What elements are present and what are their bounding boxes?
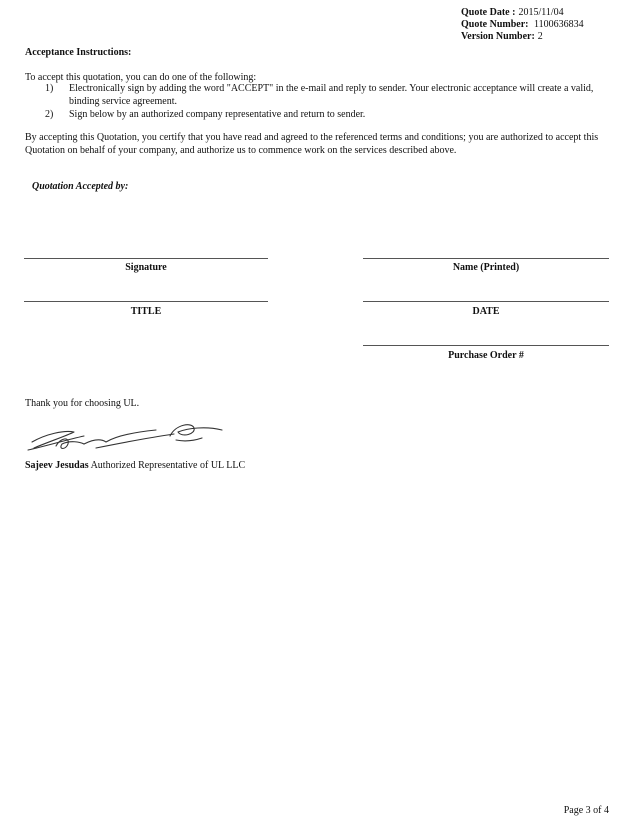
title-line[interactable]: [24, 301, 268, 302]
step-text: Sign below by an authorized company representative and return to sender.: [69, 109, 366, 120]
acceptance-step: [45, 82, 610, 108]
name-printed-label: Name (Printed): [452, 262, 520, 273]
quote-meta: [461, 7, 631, 43]
quote-date-label: Quote Date :: [461, 7, 516, 18]
handwritten-signature-image: [26, 420, 226, 460]
name-printed-line[interactable]: [363, 258, 609, 259]
certification-paragraph: By accepting this Quotation, you certify that you have read and agreed to the referenced terms and conditions; you are authorized to accept this Quotation on behalf of your company, and authorize us to commence work on the services described above.: [25, 132, 599, 156]
purchase-order-line[interactable]: [363, 345, 609, 346]
representative-name: Sajeev Jesudas: [25, 460, 89, 471]
version-number-label: Version Number:: [461, 31, 535, 42]
quote-number-value: 1100636834: [534, 19, 584, 30]
quote-date-row: [461, 7, 631, 19]
version-number-value: 2: [537, 31, 543, 42]
step-number: 1): [45, 83, 54, 94]
title-label: TITLE: [130, 306, 162, 317]
step-text: Electronically sign by adding the word "ACCEPT" in the e-mail and reply to sender. Your electronic acceptance will create a valid, binding service agreement.: [69, 83, 594, 107]
page-number: Page 3 of 4: [563, 805, 609, 816]
representative-title: Authorized Representative of UL LLC: [90, 460, 246, 471]
quote-number-row: [461, 19, 631, 31]
representative-line: [25, 459, 245, 472]
purchase-order-label: Purchase Order #: [448, 350, 524, 361]
date-line[interactable]: [363, 301, 609, 302]
quote-date-value: 2015/11/04: [518, 7, 564, 18]
acceptance-step: [45, 108, 610, 121]
quotation-accepted-by: Quotation Accepted by:: [32, 181, 129, 192]
acceptance-steps: [25, 82, 610, 121]
quote-number-label: Quote Number:: [461, 19, 529, 30]
step-number: 2): [45, 109, 54, 120]
date-label: DATE: [472, 306, 500, 317]
acceptance-instructions-heading: Acceptance Instructions:: [25, 47, 132, 58]
version-number-row: [461, 31, 631, 43]
acceptance-intro: To accept this quotation, you can do one of the following:: [25, 72, 257, 83]
thank-you-text: Thank you for choosing UL.: [25, 398, 140, 409]
signature-line[interactable]: [24, 258, 268, 259]
signature-label: Signature: [125, 262, 167, 273]
